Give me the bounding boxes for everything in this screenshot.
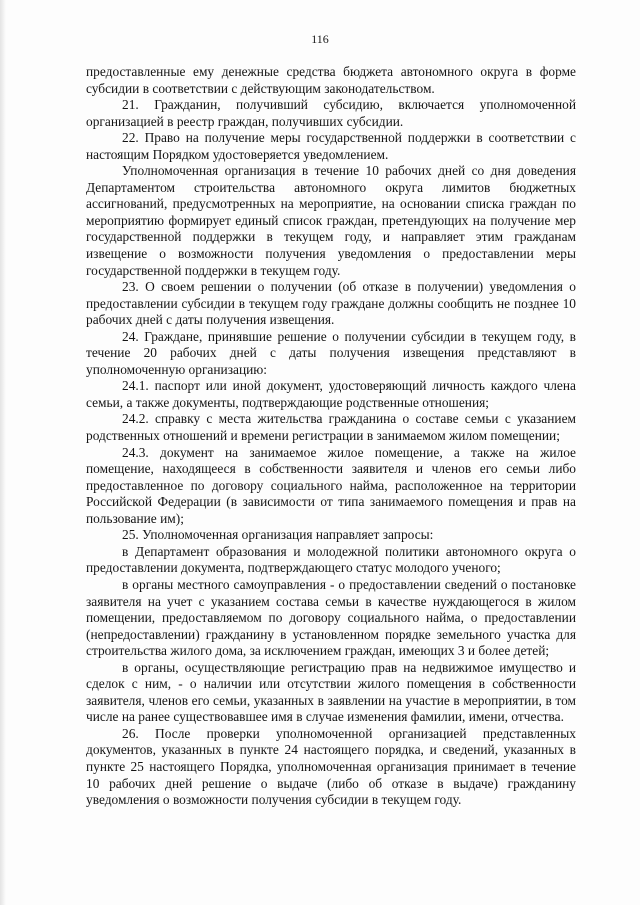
paragraph-25-local-government: в органы местного самоуправления - о предоставлении сведений о постановке заявителя на учет с указанием состава семьи в качестве нуждающегося в жилом помещении, предоставляемом по договору социального найма, о предоставлении (непредоставлении) гражданину в установленном порядке земельного участка для строительства жилого дома, за исключением граждан, имеющих 3 и более детей; xyxy=(86,576,576,659)
paragraph-22: 22. Право на получение меры государственной поддержки в соответствии с настоящим Порядком удостоверяется уведомлением. xyxy=(86,130,576,162)
paragraph-21: 21. Гражданин, получивший субсидию, включается уполномоченной организацией в реестр граждан, получивших субсидии. xyxy=(86,97,576,129)
paragraph-24-2: 24.2. справку с места жительства гражданина о составе семьи с указанием родственных отношений и времени регистрации в занимаемом жилом помещении; xyxy=(86,411,576,444)
paragraph-25: 25. Уполномоченная организация направляет запросы: xyxy=(122,527,434,543)
scan-left-edge xyxy=(0,0,6,905)
paragraph-22-notice: Уполномоченная организация в течение 10 рабочих дней со дня доведения Департаментом строительства автономного округа лимитов бюджетных ассигнований, предусмотренных на мероприятие, на основании списка граждан по мероприятию формирует единый список граждан, претендующих на получение мер государственной поддержки в текущем году, и направляет этим гражданам извещение о возможности получения уведомления о предоставлении меры государственной поддержки в текущем году. xyxy=(86,163,576,278)
paragraph-25-education-dept: в Департамент образования и молодежной политики автономного округа о предоставлении документа, подтверждающего статус молодого ученого; xyxy=(86,543,576,576)
page-number: 116 xyxy=(311,32,329,46)
document-body xyxy=(86,64,576,809)
paragraph-24-3: 24.3. документ на занимаемое жилое помещение, а также на жилое помещение, находящееся в собственности заявителя и членов его семьи либо предоставленное по договору социального найма, расположенное на территории Российской Федерации (в зависимости от типа занимаемого помещения и прав на пользование им); xyxy=(86,444,576,526)
paragraph-continuation: предоставленные ему денежные средства бюджета автономного округа в форме субсидии в соответствии с действующим законодательством. xyxy=(86,64,576,96)
paragraph-24: 24. Граждане, принявшие решение о получении субсидии в текущем году, в течение 20 рабочих дней с даты получения извещения представляют в уполномоченную организацию: xyxy=(86,328,576,377)
paragraph-25-registration-bodies: в органы, осуществляющие регистрацию прав на недвижимое имущество и сделок с ним, - о наличии или отсутствии жилого помещения в собственности заявителя, членов его семьи, указанных в заявлении на участие в мероприятии, в том числе на ранее существовавшее имя в случае изменения фамилии, имени, отчества. xyxy=(86,659,576,725)
paragraph-24-1: 24.1. паспорт или иной документ, удостоверяющий личность каждого члена семьи, а также документы, подтверждающие родственные отношения; xyxy=(86,378,576,410)
paragraph-23: 23. О своем решении о получении (об отказе в получении) уведомления о предоставлении субсидии в текущем году граждане должны сообщить не позднее 10 рабочих дней с даты получения извещения. xyxy=(86,279,576,328)
paragraph-26: 26. После проверки уполномоченной организацией представленных документов, указанных в пункте 24 настоящего порядка, и сведений, указанных в пункте 25 настоящего Порядка, уполномоченная организация принимает в течение 10 рабочих дней решение о выдаче (либо об отказе в выдаче) гражданину уведомления о возможности получения субсидии в текущем году. xyxy=(86,725,576,808)
